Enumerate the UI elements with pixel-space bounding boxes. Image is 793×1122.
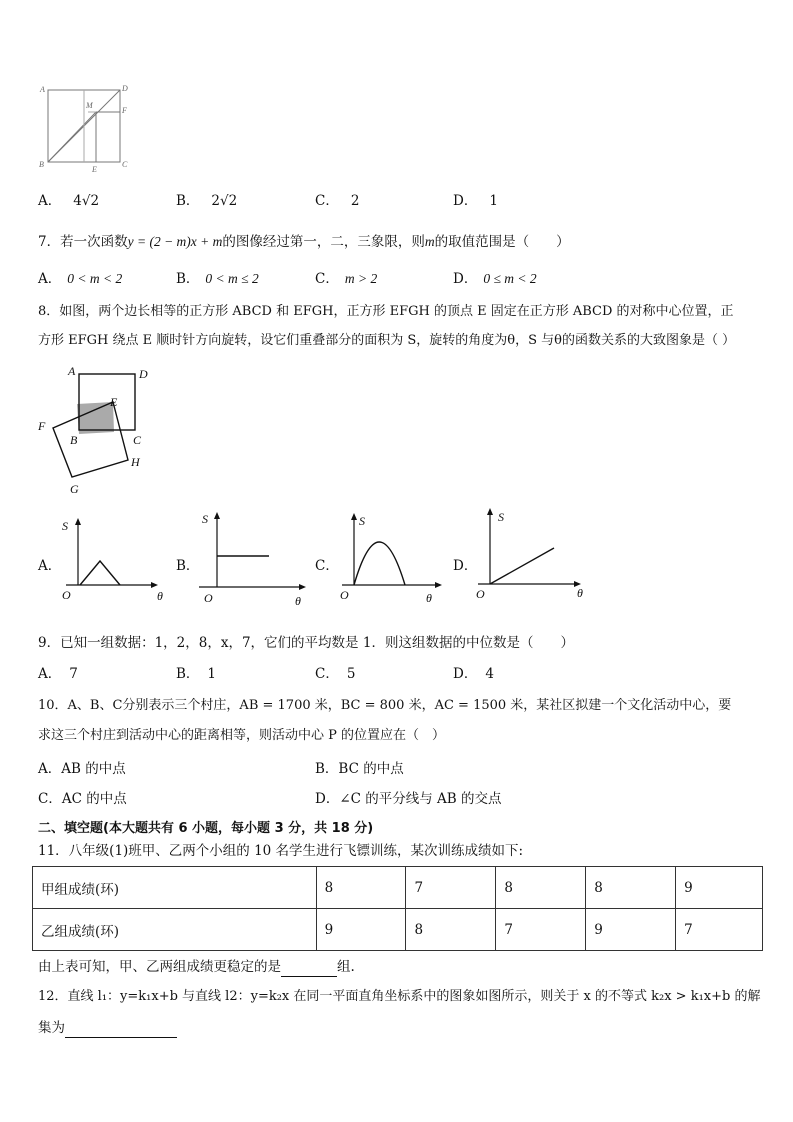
q8-label-g: G: [70, 482, 79, 496]
q8-label-e: E: [110, 395, 118, 409]
table-cell: 7: [676, 909, 763, 951]
q6-figure: [36, 82, 132, 178]
q8-label-c: C: [133, 433, 142, 447]
q8-overlap-region: [77, 402, 114, 434]
q11-answer-blank[interactable]: [281, 958, 337, 977]
q8-d-axis-y: S: [498, 510, 504, 524]
q7-option-b: B． 0 < m ≤ 2: [176, 271, 259, 287]
q8-label-a: A: [68, 364, 76, 378]
q8-option-c-label: C．: [315, 558, 339, 574]
row-label: 乙组成绩(环): [33, 909, 317, 951]
q8-b-origin: O: [204, 591, 213, 605]
table-cell: 9: [316, 909, 406, 951]
q7-formula: y = (2 − m)x + m: [127, 234, 223, 249]
q10-stem-line2: 求这三个村庄到活动中心的距离相等，则活动中心 P 的位置应在（ ）: [38, 728, 446, 743]
q8-figure: [36, 362, 156, 498]
q8-d-curve: [490, 548, 554, 584]
q11-answer-line: 由上表可知，甲、乙两组成绩更稳定的是 组.: [38, 959, 355, 975]
q6-label-e: E: [92, 165, 97, 174]
q9-option-d: D． 4: [453, 666, 494, 682]
q11-score-table: [32, 866, 763, 951]
table-cell: 7: [496, 909, 586, 951]
q8-stem-line1: 8．如图，两个边长相等的正方形 ABCD 和 EFGH，正方形 EFGH 的顶点 E 固定在正方形 ABCD 的对称中心位置，正: [38, 304, 734, 319]
q9-option-b: B． 1: [176, 666, 217, 682]
q10-option-a: A．AB 的中点: [38, 761, 126, 777]
q6-label-f: F: [122, 106, 127, 115]
q12-answer-blank[interactable]: [65, 1019, 177, 1038]
q8-stem-line2: 方形 EFGH 绕点 E 顺时针方向旋转，设它们重叠部分的面积为 S，旋转的角度为θ，S 与θ的函数关系的大致图象是（ ）: [38, 333, 736, 348]
q8-c-origin: O: [340, 588, 349, 602]
q6-label-m: M: [86, 101, 93, 110]
q10-option-b: B．BC 的中点: [315, 761, 404, 777]
q8-a-axis-y: S: [62, 519, 68, 533]
table-cell: 8: [496, 867, 586, 909]
q8-c-axis-y: S: [359, 514, 365, 528]
q7-stem: 7．若一次函数y = (2 − m)x + m的图像经过第一，二，三象限，则m的取值范围是（ ）: [38, 234, 570, 250]
q8-a-axis-x: θ: [157, 589, 163, 603]
q8-label-f: F: [38, 419, 46, 433]
table-cell: 9: [586, 909, 676, 951]
q8-label-h: H: [131, 455, 140, 469]
q8-option-a-label: A．: [38, 558, 62, 574]
section-2-heading: 二、填空题(本大题共有 6 小题，每小题 3 分，共 18 分): [38, 821, 374, 836]
q8-label-b: B: [70, 433, 78, 447]
q8-option-d-graph: [473, 505, 593, 605]
q8-a-origin: O: [62, 588, 71, 602]
table-cell: 7: [406, 867, 496, 909]
table-row: [33, 867, 763, 909]
q6-option-b: B． 2√2: [176, 193, 238, 209]
q9-option-c: C． 5: [315, 666, 356, 682]
table-cell: 9: [676, 867, 763, 909]
q12-stem-line1: 12．直线 l₁：y=k₁x+b 与直线 l2：y=k₂x 在同一平面直角坐标系中的图象如图所示，则关于 x 的不等式 k₂x > k₁x+b 的解: [38, 989, 761, 1004]
q10-option-c: C．AC 的中点: [38, 791, 127, 807]
q6-label-c: C: [122, 160, 128, 169]
q6-label-b: B: [39, 160, 44, 169]
q8-option-d-label: D．: [453, 558, 478, 574]
q8-c-curve: [354, 542, 405, 585]
q11-stem: 11．八年级(1)班甲、乙两个小组的 10 名学生进行飞镖训练，某次训练成绩如下:: [38, 843, 524, 859]
table-cell: 8: [586, 867, 676, 909]
q8-b-axis-x: θ: [295, 594, 301, 608]
row-label: 甲组成绩(环): [33, 867, 317, 909]
q8-d-origin: O: [476, 587, 485, 601]
q8-option-c-graph: [337, 509, 449, 607]
q8-d-axis-x: θ: [577, 586, 583, 600]
q7-option-a: A． 0 < m < 2: [38, 271, 123, 287]
q6-option-d: D． 1: [453, 193, 498, 209]
q9-stem: 9．已知一组数据：1，2，8，x，7，它们的平均数是 1．则这组数据的中位数是（ ）: [38, 635, 574, 651]
q8-a-curve: [80, 561, 120, 585]
q8-option-b-label: B．: [176, 558, 200, 574]
q6-option-a: A． 4√2: [38, 193, 100, 209]
q8-label-d: D: [139, 367, 148, 381]
q6-segment-bm: [48, 112, 96, 162]
q10-option-d: D．∠C 的平分线与 AB 的交点: [315, 791, 502, 807]
table-cell: 8: [406, 909, 496, 951]
q8-b-axis-y: S: [202, 512, 208, 526]
q7-option-c: C． m > 2: [315, 271, 378, 287]
q8-option-b-graph: [197, 509, 309, 609]
q12-stem-line2: 集为: [38, 1019, 177, 1038]
q9-option-a: A． 7: [38, 666, 78, 682]
q6-option-c: C． 2: [315, 193, 360, 209]
table-cell: 8: [316, 867, 406, 909]
q7-option-d: D． 0 ≤ m < 2: [453, 271, 537, 287]
table-row: [33, 909, 763, 951]
q8-option-a-graph: [58, 515, 178, 607]
q6-label-a: A: [40, 85, 45, 94]
q6-label-d: D: [122, 84, 128, 93]
q10-stem-line1: 10．A、B、C分别表示三个村庄，AB = 1700 米，BC = 800 米，AC = 1500 米，某社区拟建一个文化活动中心，要: [38, 698, 732, 713]
q8-c-axis-x: θ: [426, 591, 432, 605]
